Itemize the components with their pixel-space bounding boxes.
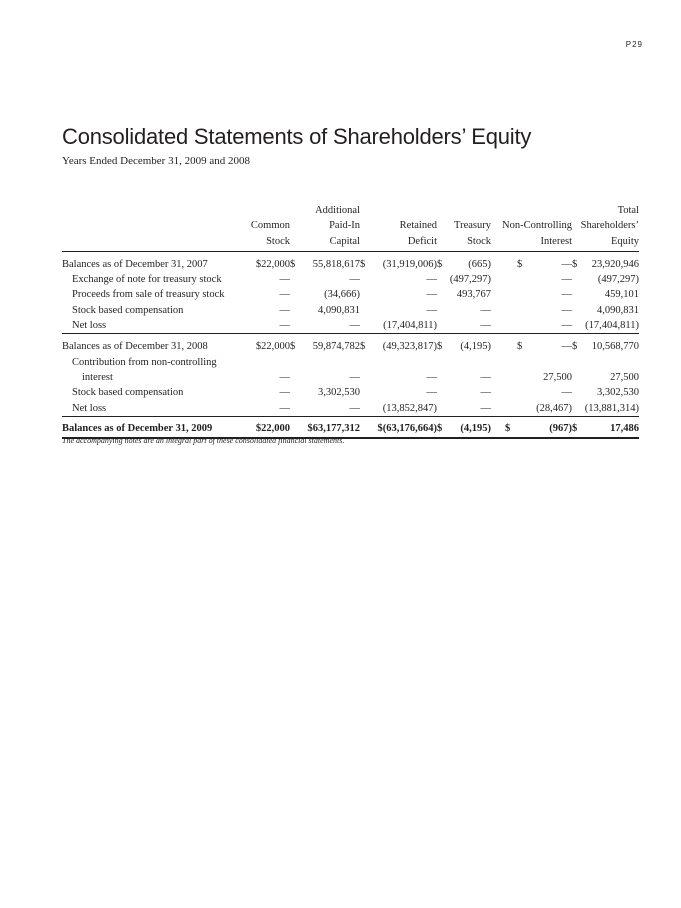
total-equity-cell: 4,090,831 bbox=[597, 304, 639, 316]
page-subtitle: Years Ended December 31, 2009 and 2008 bbox=[62, 155, 250, 167]
table-row-total bbox=[62, 416, 639, 438]
cell-value: 59,874,782 bbox=[312, 341, 360, 353]
currency-symbol: $ bbox=[360, 258, 366, 270]
header-cell bbox=[242, 203, 290, 218]
common-stock-cell: $22,000 bbox=[242, 416, 290, 438]
header-cell: Non-Controlling bbox=[502, 220, 572, 232]
row-label: Balances as of December 31, 2009 bbox=[62, 416, 242, 438]
currency-symbol: $ bbox=[572, 258, 578, 270]
paid-in-capital-cell: — bbox=[290, 318, 360, 334]
paid-in-capital-cell: 4,090,831 bbox=[318, 304, 360, 316]
footnote: The accompanying notes are an integral part of these consolidated financial statements. bbox=[62, 436, 345, 445]
cell-value: (4,195) bbox=[460, 422, 491, 434]
header-cell bbox=[62, 203, 242, 218]
currency-symbol: $ bbox=[572, 341, 578, 353]
header-cell: Treasury bbox=[454, 220, 491, 232]
header-cell: Equity bbox=[572, 234, 639, 252]
cell-value: — bbox=[561, 258, 572, 270]
common-stock-cell: $22,000 bbox=[255, 341, 290, 353]
header-cell bbox=[62, 218, 242, 233]
row-label: Stock based compensation bbox=[72, 387, 184, 399]
common-stock-cell bbox=[242, 355, 290, 370]
row-label: Balances as of December 31, 2007 bbox=[62, 258, 208, 270]
cell-value: (967) bbox=[549, 422, 572, 434]
common-stock-cell: — bbox=[242, 318, 290, 334]
treasury-stock-cell bbox=[437, 334, 491, 355]
header-cell bbox=[437, 203, 491, 218]
paid-in-capital-cell bbox=[290, 355, 360, 370]
paid-in-capital-cell: — bbox=[290, 401, 360, 417]
total-equity-cell bbox=[572, 251, 639, 272]
non-controlling-interest-cell: — bbox=[561, 289, 572, 301]
treasury-stock-cell: (497,297) bbox=[449, 274, 491, 286]
row-label: Net loss bbox=[62, 318, 242, 334]
page-number: P29 bbox=[625, 40, 643, 49]
paid-in-capital-cell bbox=[290, 251, 360, 272]
equity-table bbox=[62, 203, 639, 439]
currency-symbol: $ bbox=[290, 341, 296, 353]
header-row-3 bbox=[62, 234, 639, 252]
retained-deficit-cell: — bbox=[426, 371, 437, 383]
currency-symbol: $ bbox=[360, 341, 366, 353]
treasury-stock-cell: — bbox=[437, 401, 491, 417]
cell-value: — bbox=[561, 341, 572, 353]
row-label: Proceeds from sale of treasury stock bbox=[72, 289, 225, 301]
retained-deficit-cell bbox=[360, 251, 437, 272]
treasury-stock-cell: 493,767 bbox=[456, 289, 491, 301]
total-equity-cell: (13,881,314) bbox=[572, 401, 639, 417]
header-cell: Shareholders’ bbox=[580, 220, 639, 232]
non-controlling-interest-cell: — bbox=[561, 304, 572, 316]
row-label: Stock based compensation bbox=[72, 304, 184, 316]
paid-in-capital-cell: 3,302,530 bbox=[318, 387, 360, 399]
total-equity-cell bbox=[572, 416, 639, 438]
non-controlling-interest-cell bbox=[491, 416, 572, 438]
retained-deficit-cell: — bbox=[426, 274, 437, 286]
total-equity-cell: 459,101 bbox=[604, 289, 639, 301]
retained-deficit-cell: — bbox=[426, 387, 437, 399]
treasury-stock-cell: — bbox=[480, 304, 491, 316]
paid-in-capital-cell bbox=[290, 334, 360, 355]
header-cell: Deficit bbox=[360, 234, 437, 252]
table-row bbox=[62, 318, 639, 334]
retained-deficit-cell bbox=[360, 355, 437, 370]
treasury-stock-cell bbox=[437, 355, 491, 370]
cell-value: 23,920,946 bbox=[591, 258, 639, 270]
non-controlling-interest-cell: — bbox=[491, 318, 572, 334]
header-row-1 bbox=[62, 203, 639, 218]
table-row bbox=[62, 385, 639, 400]
common-stock-cell: — bbox=[279, 289, 290, 301]
table-row bbox=[62, 355, 639, 370]
treasury-stock-cell bbox=[437, 251, 491, 272]
retained-deficit-cell bbox=[360, 334, 437, 355]
table-row bbox=[62, 251, 639, 272]
total-equity-cell: (497,297) bbox=[597, 274, 639, 286]
header-cell: Stock bbox=[242, 234, 290, 252]
paid-in-capital-cell: $63,177,312 bbox=[290, 416, 360, 438]
paid-in-capital-cell: (34,666) bbox=[324, 289, 360, 301]
table-row bbox=[62, 370, 639, 385]
header-cell: Stock bbox=[437, 234, 491, 252]
currency-symbol: $ bbox=[437, 422, 443, 434]
header-cell bbox=[62, 234, 242, 252]
currency-symbol: $ bbox=[517, 341, 523, 353]
currency-symbol: $ bbox=[572, 422, 578, 434]
common-stock-cell: — bbox=[279, 387, 290, 399]
header-row-2 bbox=[62, 218, 639, 233]
currency-symbol: $ bbox=[437, 258, 443, 270]
header-cell: Total bbox=[617, 205, 639, 216]
non-controlling-interest-cell: (28,467) bbox=[491, 401, 572, 417]
table-row bbox=[62, 303, 639, 318]
treasury-stock-cell bbox=[437, 416, 491, 438]
row-label: Net loss bbox=[62, 401, 242, 417]
non-controlling-interest-cell bbox=[491, 355, 572, 370]
retained-deficit-cell: (17,404,811) bbox=[360, 318, 437, 334]
header-cell: Retained bbox=[399, 220, 437, 232]
cell-value: 10,568,770 bbox=[591, 341, 639, 353]
cell-value: (49,323,817) bbox=[382, 341, 437, 353]
non-controlling-interest-cell: 27,500 bbox=[543, 371, 572, 383]
non-controlling-interest-cell: — bbox=[561, 274, 572, 286]
currency-symbol: $ bbox=[505, 422, 511, 434]
header-cell: Additional bbox=[315, 205, 360, 216]
page-title: Consolidated Statements of Shareholders’ Equity bbox=[62, 124, 532, 149]
retained-deficit-cell: (13,852,847) bbox=[360, 401, 437, 417]
table-row bbox=[62, 287, 639, 302]
currency-symbol: $ bbox=[517, 258, 523, 270]
header-cell bbox=[360, 203, 437, 218]
row-label: Contribution from non-controlling bbox=[72, 356, 217, 368]
header-cell bbox=[491, 203, 572, 218]
common-stock-cell: $22,000 bbox=[255, 258, 290, 270]
non-controlling-interest-cell bbox=[491, 334, 572, 355]
common-stock-cell: — bbox=[279, 371, 290, 383]
common-stock-cell: — bbox=[279, 304, 290, 316]
table-row bbox=[62, 334, 639, 355]
row-label: Balances as of December 31, 2008 bbox=[62, 341, 208, 353]
non-controlling-interest-cell: — bbox=[561, 387, 572, 399]
paid-in-capital-cell: — bbox=[349, 274, 360, 286]
currency-symbol: $ bbox=[437, 341, 443, 353]
header-cell: Paid-In bbox=[329, 220, 360, 232]
row-label: Exchange of note for treasury stock bbox=[72, 274, 222, 286]
cell-value: (31,919,006) bbox=[382, 258, 437, 270]
total-equity-cell: 27,500 bbox=[610, 371, 639, 383]
header-cell: Interest bbox=[491, 234, 572, 252]
currency-symbol: $ bbox=[290, 258, 296, 270]
retained-deficit-cell: — bbox=[426, 289, 437, 301]
total-equity-cell bbox=[572, 334, 639, 355]
row-label: interest bbox=[82, 371, 113, 383]
treasury-stock-cell: — bbox=[437, 318, 491, 334]
paid-in-capital-cell: — bbox=[349, 371, 360, 383]
header-cell: Capital bbox=[290, 234, 360, 252]
retained-deficit-cell: — bbox=[426, 304, 437, 316]
retained-deficit-cell: $(63,176,664) bbox=[360, 416, 437, 438]
cell-value: 55,818,617 bbox=[312, 258, 360, 270]
cell-value: (665) bbox=[468, 258, 491, 270]
total-equity-cell: 3,302,530 bbox=[597, 387, 639, 399]
table-row bbox=[62, 401, 639, 417]
treasury-stock-cell: — bbox=[480, 387, 491, 399]
common-stock-cell: — bbox=[279, 274, 290, 286]
header-cell: Common bbox=[250, 220, 290, 232]
cell-value: (4,195) bbox=[460, 341, 491, 353]
common-stock-cell: — bbox=[242, 401, 290, 417]
total-equity-cell: (17,404,811) bbox=[572, 318, 639, 334]
table-row bbox=[62, 272, 639, 287]
cell-value: 17,486 bbox=[610, 422, 639, 434]
treasury-stock-cell: — bbox=[480, 371, 491, 383]
total-equity-cell bbox=[572, 355, 639, 370]
non-controlling-interest-cell bbox=[491, 251, 572, 272]
